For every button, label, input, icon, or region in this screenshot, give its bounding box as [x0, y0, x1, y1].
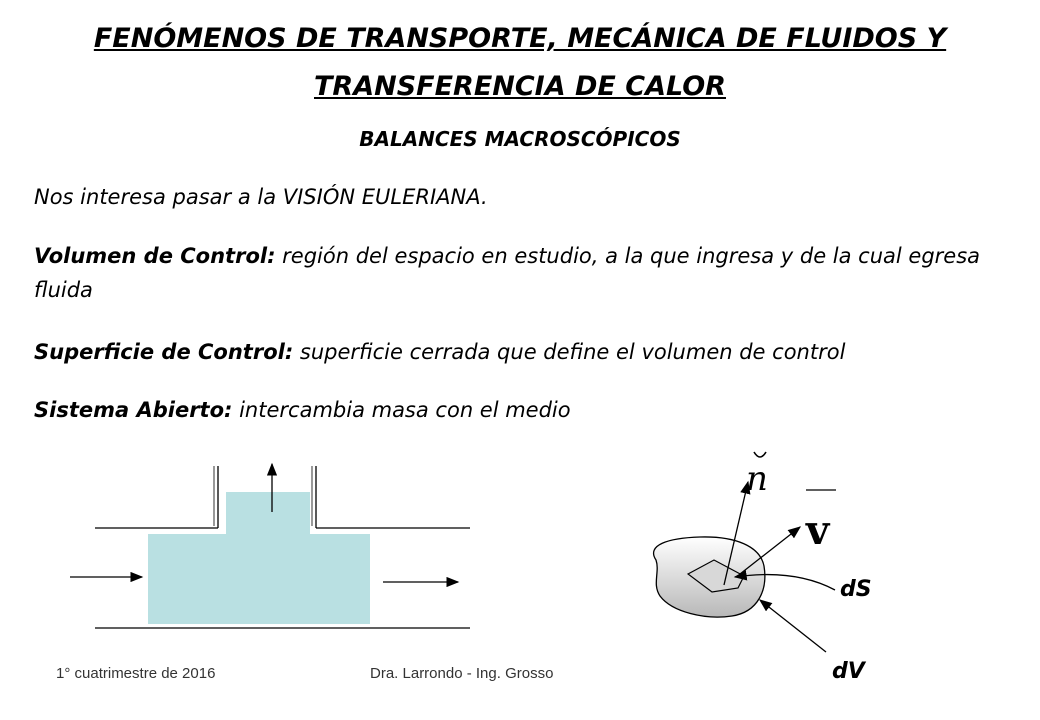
definition-control-volume: región del espacio en estudio, a la que ingresa y de la cual egresa fluida: [34, 244, 981, 302]
title-line-1: FENÓMENOS DE TRANSPORTE, MECÁNICA DE FLUIDOS Y: [93, 23, 947, 54]
definition-open-system: intercambia masa con el medio: [232, 398, 571, 422]
definition-control-surface: superficie cerrada que define el volumen de control: [293, 340, 846, 364]
control-volume-fill-neck: [226, 492, 310, 536]
normal-symbol: n: [746, 459, 768, 499]
dv-label: dV: [832, 659, 865, 684]
title-line-2: TRANSFERENCIA DE CALOR: [314, 71, 726, 102]
differential-element-diagram: [654, 452, 872, 684]
normal-breve-icon: [754, 452, 766, 457]
term-control-volume: Volumen de Control:: [34, 244, 276, 268]
subtitle: BALANCES MACROSCÓPICOS: [359, 127, 681, 151]
velocity-symbol: v: [806, 507, 830, 554]
footer-date: 1° cuatrimestre de 2016: [56, 665, 216, 682]
ds-label: dS: [840, 577, 872, 602]
control-volume-diagram: [70, 464, 470, 628]
dv-pointer: [760, 600, 826, 652]
footer-authors: Dra. Larrondo - Ing. Grosso: [370, 665, 554, 682]
paragraph-eulerian: Nos interesa pasar a la VISIÓN EULERIANA.: [34, 185, 488, 209]
term-open-system: Sistema Abierto:: [34, 398, 233, 422]
control-volume-fill-main: [148, 534, 370, 624]
term-control-surface: Superficie de Control:: [34, 340, 294, 364]
